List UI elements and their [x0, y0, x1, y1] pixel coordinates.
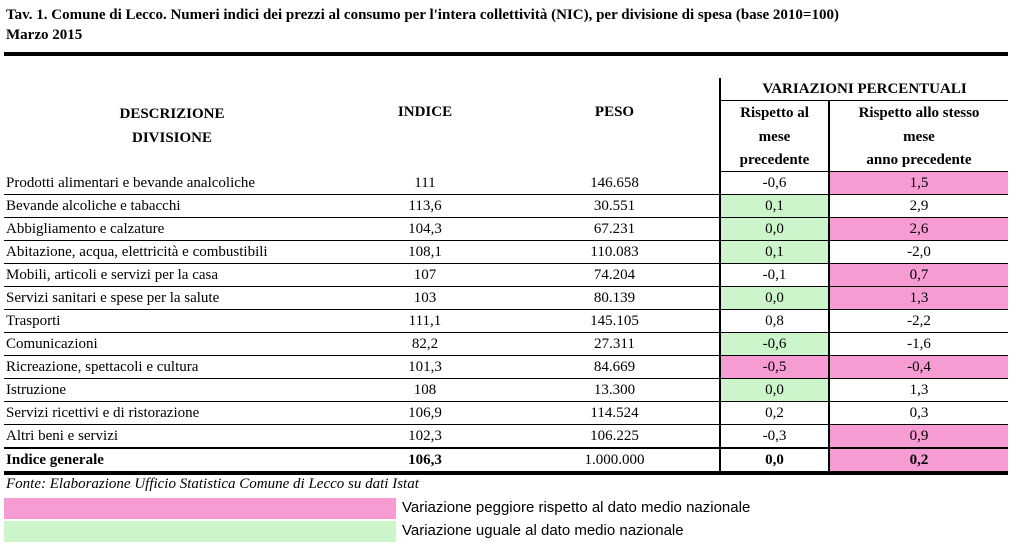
- table-row: [4, 402, 1008, 425]
- cell-indice: 106,9: [340, 402, 510, 425]
- cell-var-anno: -1,6: [829, 333, 1008, 356]
- cell-indice: 101,3: [340, 356, 510, 379]
- cell-indice: 102,3: [340, 425, 510, 449]
- header-peso: PESO: [594, 104, 635, 120]
- header-indice: INDICE: [397, 104, 453, 120]
- cell-descrizione: Servizi sanitari e spese per la salute: [4, 287, 340, 310]
- cell-var-anno: 1,3: [829, 379, 1008, 402]
- cell-descrizione: Comunicazioni: [4, 333, 340, 356]
- cell-var-anno: -2,0: [829, 241, 1008, 264]
- table-row: [4, 333, 1008, 356]
- cell-peso: 146.658: [510, 172, 720, 195]
- cell-descrizione: Abitazione, acqua, elettricità e combustibili: [4, 241, 340, 264]
- cell-var-mese: 0,2: [720, 402, 829, 425]
- cell-var-anno: -2,2: [829, 310, 1008, 333]
- cell-var-mese: 0,0: [720, 287, 829, 310]
- cell-var-mese: 0,1: [720, 195, 829, 218]
- cell-descrizione: Istruzione: [4, 379, 340, 402]
- cell-peso: 30.551: [510, 195, 720, 218]
- header-anno-line1: Rispetto allo stesso: [829, 101, 1008, 126]
- table-row: [4, 310, 1008, 333]
- cell-indice: 108,1: [340, 241, 510, 264]
- legend-swatch-equal: [4, 521, 396, 542]
- cell-var-anno: 1,3: [829, 287, 1008, 310]
- cell-descrizione: Bevande alcoliche e tabacchi: [4, 195, 340, 218]
- source-note: Fonte: Elaborazione Ufficio Statistica Comune di Lecco su dati Istat: [6, 476, 419, 492]
- cell-peso: 80.139: [510, 287, 720, 310]
- table-title: [6, 5, 839, 45]
- cell-var-mese: -0,6: [720, 333, 829, 356]
- cell-var-mese: 0,0: [720, 379, 829, 402]
- cell-indice: 82,2: [340, 333, 510, 356]
- cell-indice: 104,3: [340, 218, 510, 241]
- cell-indice: 111: [340, 172, 510, 195]
- title-line-1: Tav. 1. Comune di Lecco. Numeri indici dei prezzi al consumo per l'intera collettività (NIC), per divisione di spesa (base 2010=100): [6, 7, 839, 23]
- total-var-mese: 0,0: [720, 448, 829, 473]
- cell-indice: 111,1: [340, 310, 510, 333]
- cell-peso: 67.231: [510, 218, 720, 241]
- cell-descrizione: Prodotti alimentari e bevande analcoliche: [4, 172, 340, 195]
- total-descrizione: Indice generale: [4, 448, 340, 473]
- cell-var-mese: 0,8: [720, 310, 829, 333]
- cell-indice: 107: [340, 264, 510, 287]
- cell-indice: 108: [340, 379, 510, 402]
- table-row: [4, 172, 1008, 195]
- cell-indice: 113,6: [340, 195, 510, 218]
- table-body: [4, 172, 1008, 474]
- header-mese-line2: mese: [720, 125, 829, 149]
- table-row: [4, 264, 1008, 287]
- table-row: [4, 287, 1008, 310]
- header-descrizione: DESCRIZIONE DIVISIONE: [119, 106, 225, 146]
- cell-var-anno: 0,3: [829, 402, 1008, 425]
- cell-descrizione: Altri beni e servizi: [4, 425, 340, 449]
- price-index-table: [4, 52, 1008, 475]
- cell-peso: 145.105: [510, 310, 720, 333]
- header-mese-line3: precedente: [720, 149, 829, 172]
- cell-descrizione: Ricreazione, spettacoli e cultura: [4, 356, 340, 379]
- cell-descrizione: Abbigliamento e calzature: [4, 218, 340, 241]
- title-line-2: Marzo 2015: [6, 27, 83, 43]
- header-anno-line2: mese: [829, 125, 1008, 149]
- total-row: [4, 448, 1008, 473]
- total-var-anno: 0,2: [829, 448, 1008, 473]
- total-indice: 106,3: [340, 448, 510, 473]
- table-row: [4, 195, 1008, 218]
- table-row: [4, 379, 1008, 402]
- cell-peso: 74.204: [510, 264, 720, 287]
- table-row: [4, 425, 1008, 449]
- table-row: [4, 356, 1008, 379]
- cell-var-anno: 2,6: [829, 218, 1008, 241]
- total-peso: 1.000.000: [510, 448, 720, 473]
- cell-peso: 110.083: [510, 241, 720, 264]
- cell-var-mese: 0,1: [720, 241, 829, 264]
- cell-descrizione: Trasporti: [4, 310, 340, 333]
- cell-descrizione: Mobili, articoli e servizi per la casa: [4, 264, 340, 287]
- header-mese-line1: Rispetto al: [720, 101, 829, 126]
- table-row: [4, 218, 1008, 241]
- header-variazioni: VARIAZIONI PERCENTUALI: [720, 78, 1008, 101]
- cell-peso: 106.225: [510, 425, 720, 449]
- cell-peso: 84.669: [510, 356, 720, 379]
- legend-label-worse: Variazione peggiore rispetto al dato medio nazionale: [402, 499, 751, 516]
- cell-var-anno: -0,4: [829, 356, 1008, 379]
- cell-var-mese: -0,5: [720, 356, 829, 379]
- cell-descrizione: Servizi ricettivi e di ristorazione: [4, 402, 340, 425]
- cell-var-mese: 0,0: [720, 218, 829, 241]
- cell-var-mese: -0,1: [720, 264, 829, 287]
- cell-peso: 114.524: [510, 402, 720, 425]
- cell-var-mese: -0,6: [720, 172, 829, 195]
- cell-var-anno: 0,9: [829, 425, 1008, 449]
- header-anno-line3: anno precedente: [829, 149, 1008, 172]
- cell-peso: 27.311: [510, 333, 720, 356]
- legend-swatch-worse: [4, 498, 396, 519]
- cell-var-anno: 1,5: [829, 172, 1008, 195]
- cell-var-mese: -0,3: [720, 425, 829, 449]
- cell-var-anno: 2,9: [829, 195, 1008, 218]
- cell-var-anno: 0,7: [829, 264, 1008, 287]
- cell-indice: 103: [340, 287, 510, 310]
- cell-peso: 13.300: [510, 379, 720, 402]
- legend-label-equal: Variazione uguale al dato medio nazionale: [402, 522, 684, 539]
- table-row: [4, 241, 1008, 264]
